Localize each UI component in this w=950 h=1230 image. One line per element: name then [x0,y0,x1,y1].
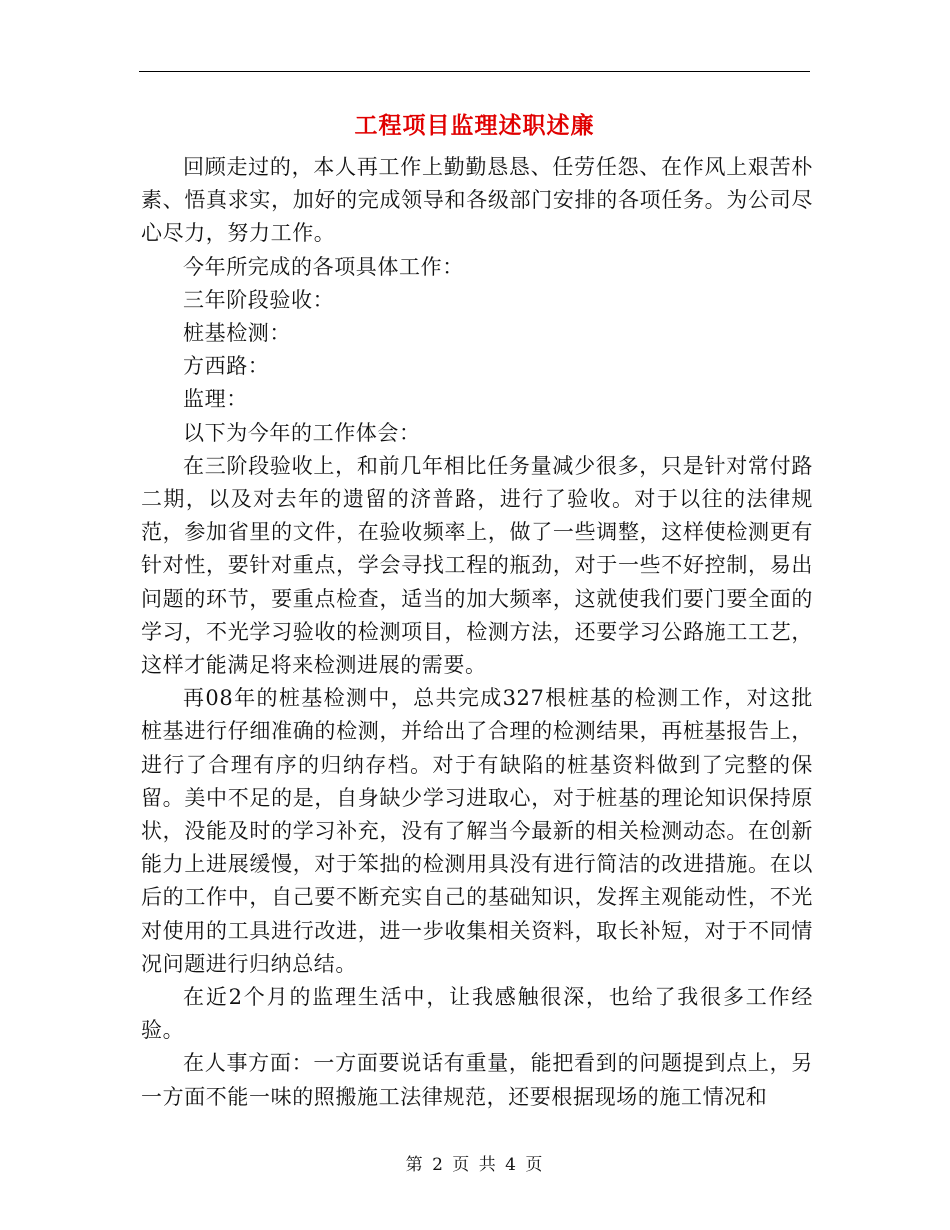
paragraph-item-stage-acceptance: 三年阶段验收： [183,287,335,312]
paragraph-pile-testing: 再08年的桩基检测中，总共完成327根桩基的检测工作，对这批桩基进行仔细准确的检测，并给出了合理的检测结果，再桩基报告上，进行了合理有序的归纳存档。对于有缺陷的桩基资料做到了完整的保留。美中不足的是，自身缺少学习进取心，对于桩基的理论知识保持原状，没能及时的学习补充，没有了解当今最新的相关检测动态。在创新能力上进展缓慢，对于笨拙的检测用具没有进行简洁的改进措施。在以后的工作中，自己要不断充实自己的基础知识，发挥主观能动性，不光对使用的工具进行改进，进一步收集相关资料，取长补短，对于不同情况问题进行归纳总结。 [141,686,813,976]
paragraph-item-fangxi-road: 方西路： [183,354,270,379]
paragraph-work-list-heading: 今年所完成的各项具体工作： [183,254,464,279]
paragraph-supervision-life: 在近2个月的监理生活中，让我感触很深，也给了我很多工作经验。 [141,985,813,1043]
paragraph-item-pile-testing: 桩基检测： [183,321,291,346]
document-body [141,151,813,1114]
paragraph-intro: 回顾走过的，本人再工作上勤勤恳恳、任劳任怨、在作风上艰苦朴素、悟真求实，加好的完成领导和各级部门安排的各项任务。为公司尽心尽力，努力工作。 [141,155,813,246]
document-title: 工程项目监理述职述廉 [354,112,595,139]
paragraph-stage-acceptance: 在三阶段验收上，和前几年相比任务量减少很多，只是针对常付路二期，以及对去年的遗留的济普路，进行了验收。对于以往的法律规范，参加省里的文件，在验收频率上，做了一些调整，这样使检测更有针对性，要针对重点，学会寻找工程的瓶劲，对于一些不好控制，易出问题的环节，要重点检查，适当的加大频率，这就使我们要门要全面的学习，不光学习验收的检测项目，检测方法，还要学习公路施工工艺，这样才能满足将来检测进展的需要。 [141,453,813,678]
page-number-footer: 第 2 页 共 4 页 [405,1155,545,1175]
paragraph-item-supervision: 监理： [183,387,248,412]
paragraph-personnel: 在人事方面：一方面要说话有重量，能把看到的问题提到点上，另一方面不能一味的照搬施工法律规范，还要根据现场的施工情况和 [141,1051,813,1109]
paragraph-experience-heading: 以下为今年的工作体会： [183,420,421,445]
header-rule [139,71,810,72]
